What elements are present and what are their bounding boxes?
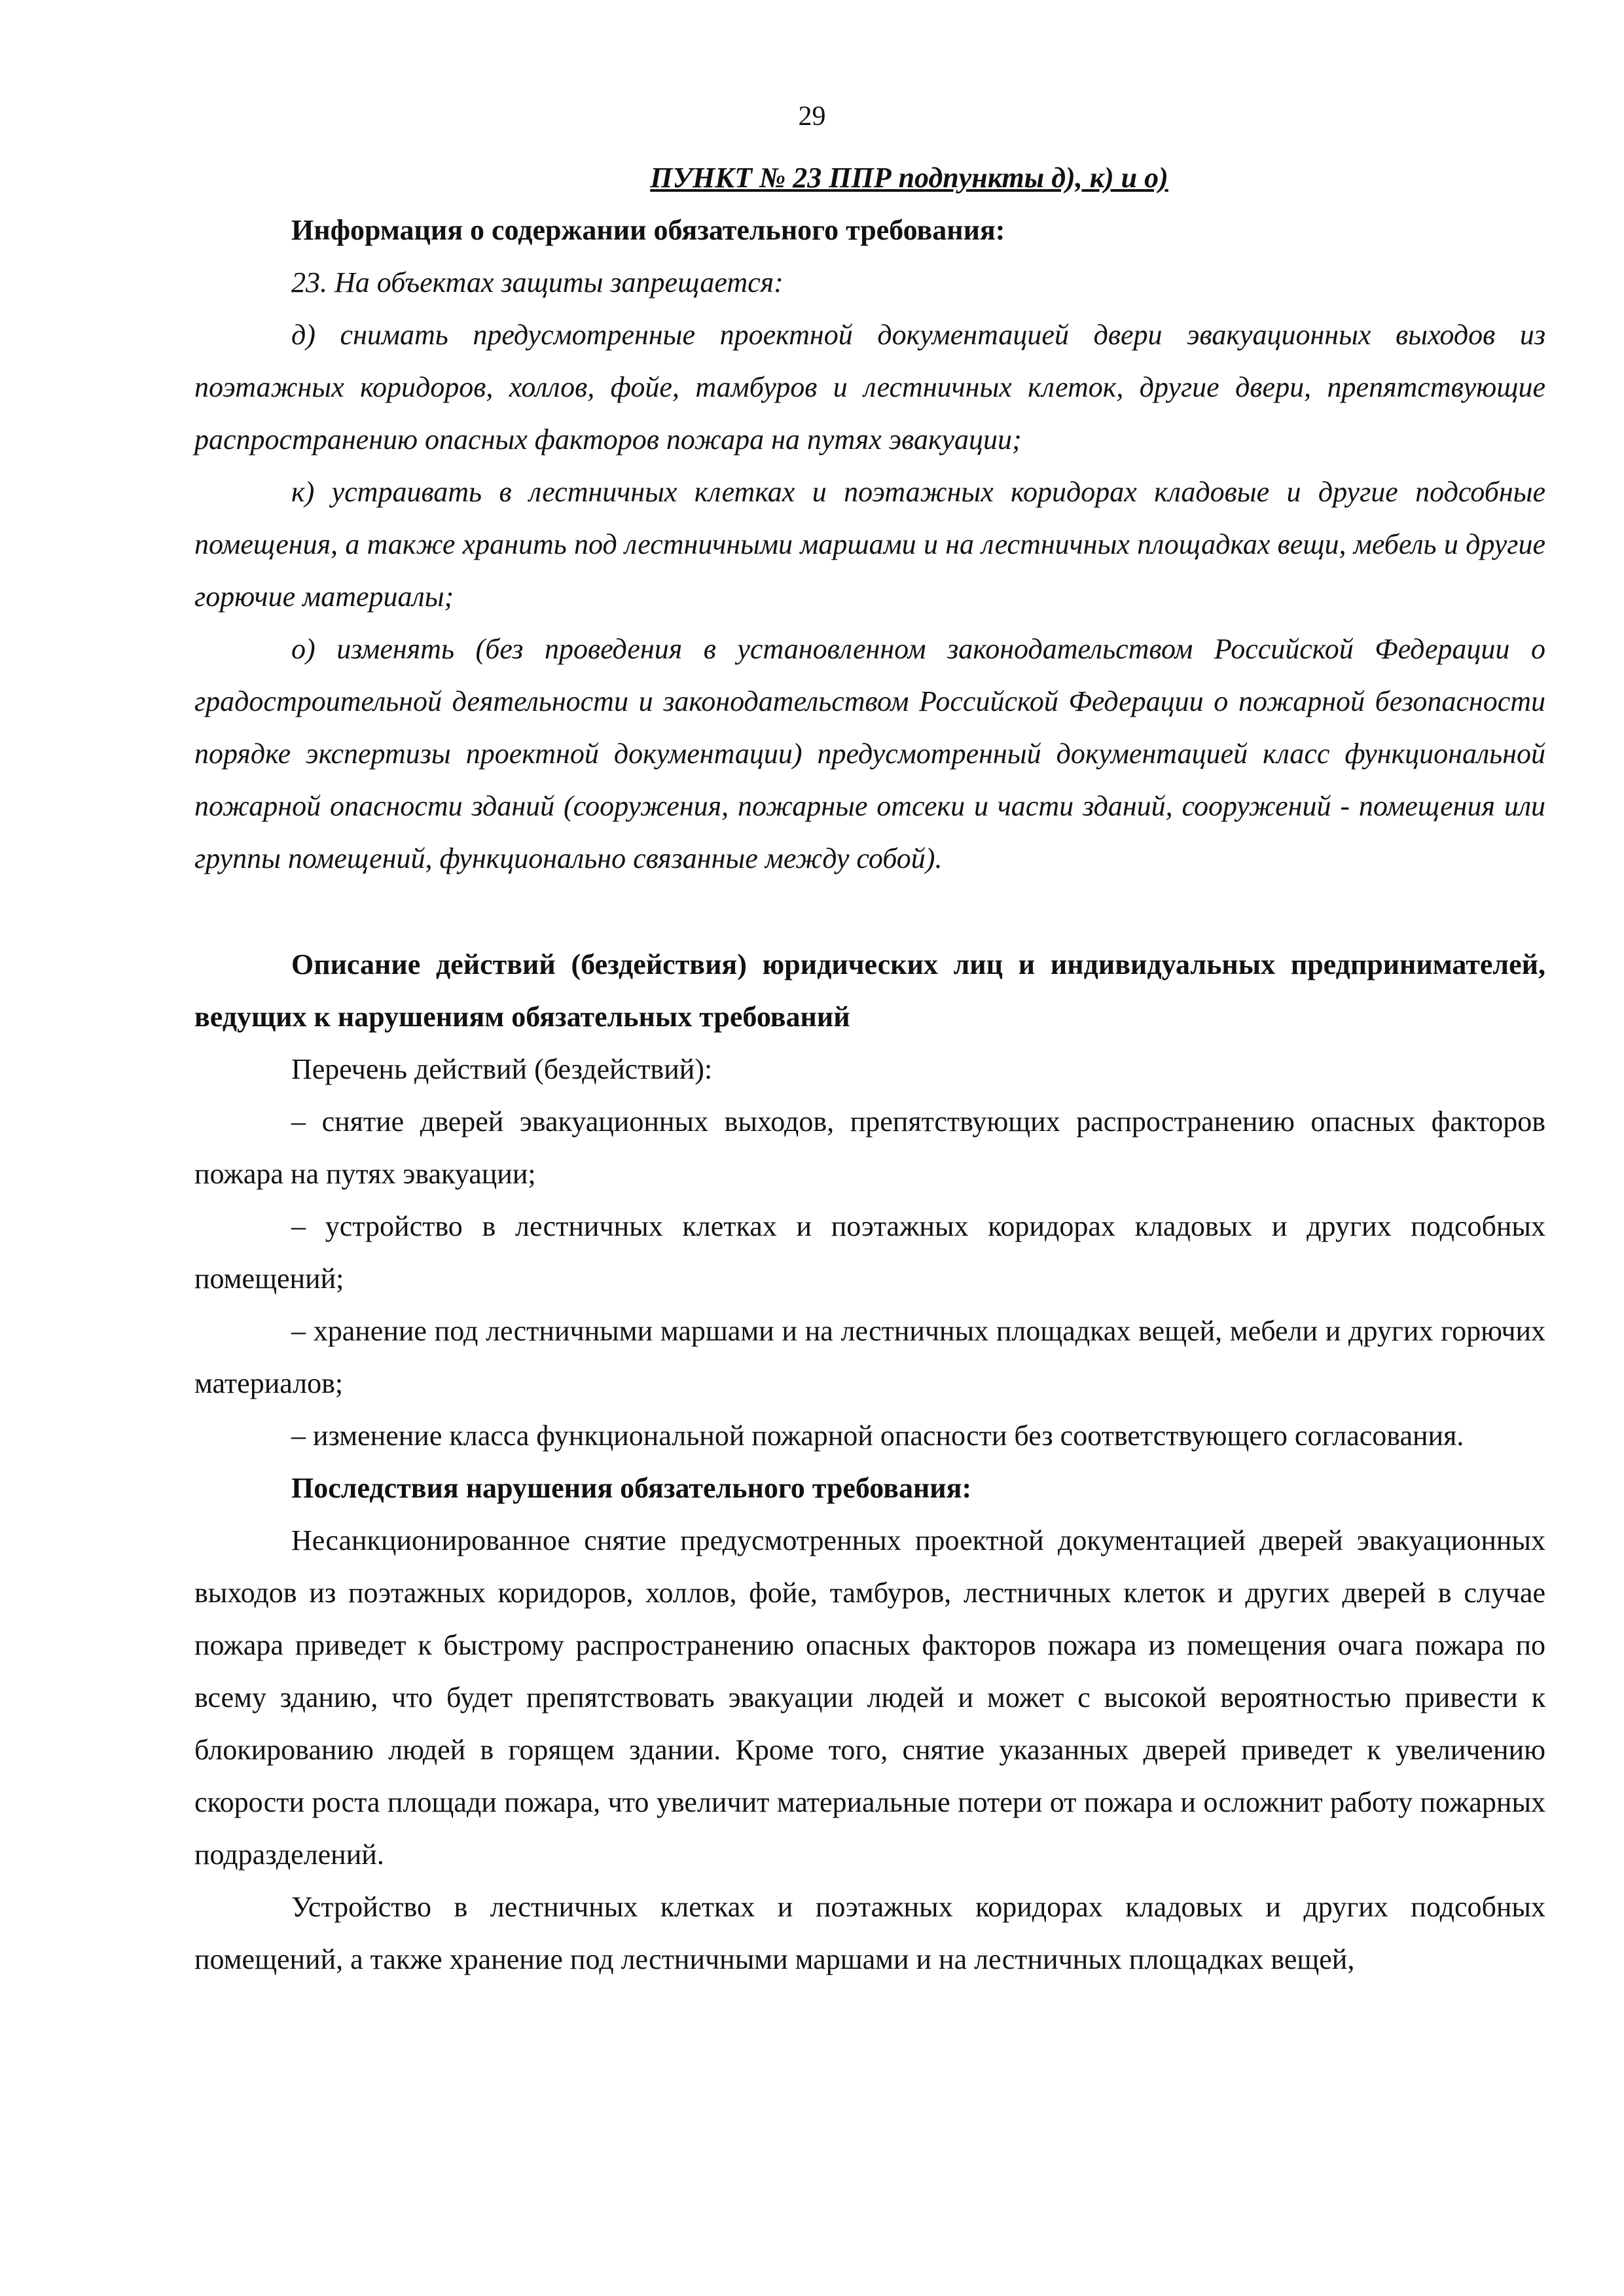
page-content: [194, 152, 1545, 1986]
requirement-intro: 23. На объектах защиты запрещается:: [291, 266, 784, 298]
action-item: – снятие дверей эвакуационных выходов, препятствующих распространению опасных факторов пожара на путях эвакуации;: [194, 1105, 1545, 1190]
info-heading: Информация о содержании обязательного требования:: [291, 214, 1005, 246]
requirement-item-d: д) снимать предусмотренные проектной документацией двери эвакуационных выходов из поэтажных коридоров, холлов, фойе, тамбуров и лестничных клеток, другие двери, препятствующие распространению опасных факторов пожара на путях эвакуации;: [194, 319, 1545, 456]
consequences-paragraph: Несанкционированное снятие предусмотренных проектной документацией дверей эвакуационных выходов из поэтажных коридоров, холлов, фойе, тамбуров, лестничных клеток и других дверей в случае пожара приведет к быстрому распространению опасных факторов пожара из помещения очага пожара по всему зданию, что будет препятствовать эвакуации людей и может с высокой вероятностью привести к блокированию людей в горящем здании. Кроме того, снятие указанных дверей приведет к увеличению скорости роста площади пожара, что увеличит материальные потери от пожара и осложнит работу пожарных подразделений.: [194, 1524, 1545, 1871]
requirement-item-k: к) устраивать в лестничных клетках и поэтажных коридорах кладовые и другие подсобные помещения, а также хранить под лестничными маршами и на лестничных площадках вещи, мебель и другие горючие материалы;: [194, 476, 1545, 613]
page-number: 29: [798, 101, 826, 132]
actions-list-label: Перечень действий (бездействий):: [291, 1053, 713, 1085]
consequences-paragraph: Устройство в лестничных клетках и поэтажных коридорах кладовых и других подсобных помещений, а также хранение под лестничными маршами и на лестничных площадках вещей,: [194, 1891, 1545, 1975]
action-item: – изменение класса функциональной пожарной опасности без соответствующего согласования.: [291, 1420, 1464, 1452]
consequences-heading: Последствия нарушения обязательного требования:: [291, 1472, 972, 1504]
action-item: – устройство в лестничных клетках и поэтажных коридорах кладовых и других подсобных помещений;: [194, 1210, 1545, 1295]
action-item: – хранение под лестничными маршами и на лестничных площадках вещей, мебели и других горючих материалов;: [194, 1315, 1545, 1399]
requirement-title: ПУНКТ № 23 ППР подпункты д), к) и о): [650, 162, 1168, 194]
requirement-item-o: о) изменять (без проведения в установленном законодательством Российской Федерации о градостроительной деятельности и законодательством Российской Федерации о пожарной безопасности порядке экспертизы проектной документации) предусмотренный документацией класс функциональной пожарной опасности зданий (сооружения, пожарные отсеки и части зданий, сооружений - помещения или группы помещений, функционально связанные между собой).: [194, 633, 1545, 874]
section-spacer: [194, 885, 1545, 939]
actions-heading: Описание действий (бездействия) юридических лиц и индивидуальных предпринимателей, ведущих к нарушениям обязательных требований: [194, 948, 1545, 1033]
